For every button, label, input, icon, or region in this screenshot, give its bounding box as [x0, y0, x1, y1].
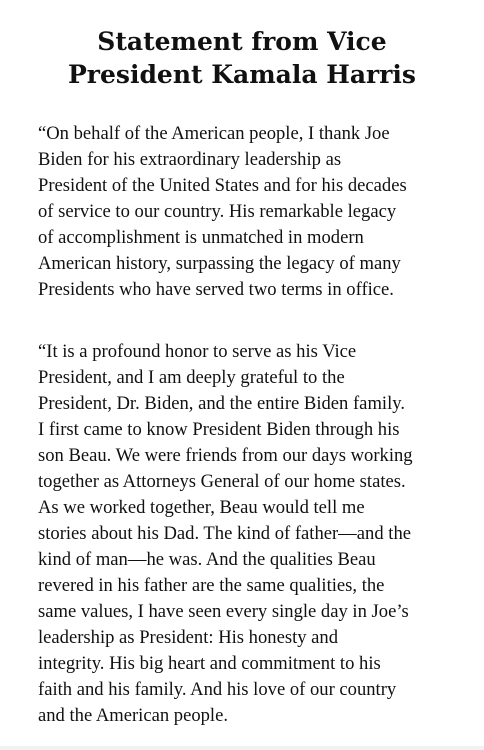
paragraph-2 — [38, 339, 478, 729]
paragraph-1-line: of service to our country. His remarkable legacy — [38, 201, 397, 222]
paragraph-2-line: revered in his father are the same qualities, the — [38, 575, 385, 596]
paragraph-2-line: son Beau. We were friends from our days working — [38, 445, 413, 466]
paragraph-2-line: faith and his family. And his love of our country — [38, 679, 397, 700]
page-bottom-edge — [0, 746, 484, 750]
paragraph-2-line: and the American people. — [38, 705, 228, 726]
paragraph-1-line: “On behalf of the American people, I thank Joe — [38, 123, 390, 144]
title-line-1: Statement from Vice — [97, 27, 387, 56]
paragraph-1 — [38, 121, 478, 303]
paragraph-2-line: “It is a profound honor to serve as his Vice — [38, 341, 357, 362]
paragraph-1-line: Presidents who have served two terms in office. — [38, 279, 394, 300]
paragraph-2-line: I first came to know President Biden through his — [38, 419, 400, 440]
paragraph-2-line: President, and I am deeply grateful to the — [38, 367, 345, 388]
paragraph-2-line: As we worked together, Beau would tell me — [38, 497, 365, 518]
paragraph-1-line: of accomplishment is unmatched in modern — [38, 227, 364, 248]
paragraph-2-line: same values, I have seen every single day in Joe’s — [38, 601, 409, 622]
paragraph-2-line: together as Attorneys General of our home states. — [38, 471, 406, 492]
paragraph-1-line: American history, surpassing the legacy of many — [38, 253, 401, 274]
paragraph-1-line: President of the United States and for his decades — [38, 175, 407, 196]
paragraph-2-line: integrity. His big heart and commitment to his — [38, 653, 381, 674]
paragraph-2-line: stories about his Dad. The kind of father—and the — [38, 523, 411, 544]
paragraph-2-line: leadership as President: His honesty and — [38, 627, 339, 648]
paragraph-2-line: kind of man—he was. And the qualities Beau — [38, 549, 376, 570]
paragraph-1-line: Biden for his extraordinary leadership as — [38, 149, 342, 170]
paragraph-2-line: President, Dr. Biden, and the entire Biden family. — [38, 393, 405, 414]
title-line-2: President Kamala Harris — [68, 60, 416, 89]
